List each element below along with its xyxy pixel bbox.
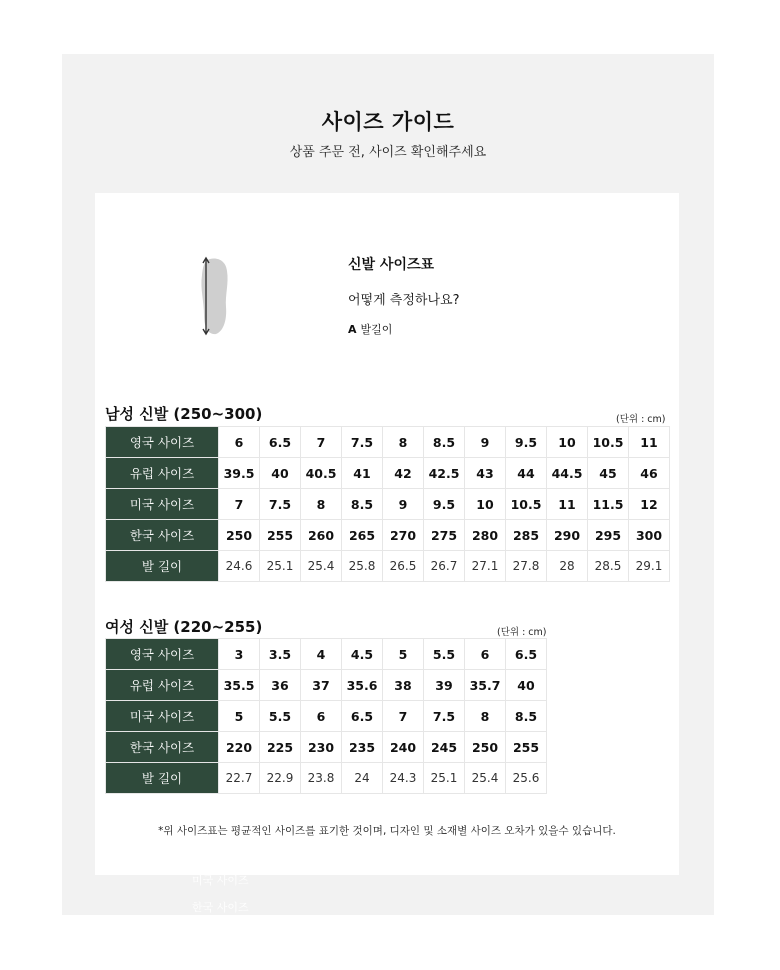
measure-label-letter: A	[348, 323, 357, 336]
men-unit: (단위 : cm)	[616, 414, 666, 425]
table-cell: 22.9	[260, 763, 301, 794]
table-row	[106, 551, 670, 582]
table-cell: 42.5	[424, 458, 465, 489]
row-header: 미국 사이즈	[106, 489, 219, 520]
table-cell: 8	[383, 427, 424, 458]
table-cell: 220	[219, 732, 260, 763]
table-cell: 6	[301, 701, 342, 732]
table-cell: 7.5	[424, 701, 465, 732]
row-header: 유럽 사이즈	[106, 458, 219, 489]
table-cell: 25.6	[506, 763, 547, 794]
table-cell: 22.7	[219, 763, 260, 794]
men-section-title: 남성 신발 (250~300)	[105, 405, 263, 423]
table-cell: 25.8	[342, 551, 383, 582]
table-cell: 12	[629, 489, 670, 520]
table-cell: 7	[301, 427, 342, 458]
table-cell: 46	[629, 458, 670, 489]
table-cell: 35.7	[465, 670, 506, 701]
table-cell: 40	[506, 670, 547, 701]
table-cell: 10.5	[506, 489, 547, 520]
table-cell: 11.5	[588, 489, 629, 520]
size-guide-panel	[62, 54, 714, 915]
table-row	[106, 489, 670, 520]
table-cell: 300	[629, 520, 670, 551]
table-cell: 23.8	[301, 763, 342, 794]
measure-label	[348, 321, 392, 337]
table-cell: 11	[547, 489, 588, 520]
page-title: 사이즈 가이드	[321, 110, 455, 134]
women-section-title: 여성 신발 (220~255)	[105, 618, 263, 636]
table-cell: 28	[547, 551, 588, 582]
table-row	[106, 732, 547, 763]
table-cell: 39	[424, 670, 465, 701]
table-cell: 27.1	[465, 551, 506, 582]
table-cell: 230	[301, 732, 342, 763]
size-chart-card	[95, 193, 679, 875]
table-cell: 39.5	[219, 458, 260, 489]
table-cell: 9	[465, 427, 506, 458]
table-cell: 44	[506, 458, 547, 489]
table-cell: 4.5	[342, 639, 383, 670]
table-cell: 260	[301, 520, 342, 551]
table-cell: 240	[383, 732, 424, 763]
table-row	[106, 670, 547, 701]
table-cell: 25.4	[301, 551, 342, 582]
measure-label-text: 발길이	[360, 323, 393, 336]
table-cell: 245	[424, 732, 465, 763]
table-row	[106, 427, 670, 458]
table-cell: 8.5	[342, 489, 383, 520]
table-cell: 8.5	[506, 701, 547, 732]
table-cell: 255	[506, 732, 547, 763]
table-cell: 4	[301, 639, 342, 670]
table-cell: 225	[260, 732, 301, 763]
table-cell: 25.1	[260, 551, 301, 582]
row-header: 영국 사이즈	[106, 639, 219, 670]
table-cell: 250	[219, 520, 260, 551]
table-cell: 35.6	[342, 670, 383, 701]
table-cell: 9.5	[424, 489, 465, 520]
table-cell: 27.8	[506, 551, 547, 582]
table-cell: 36	[260, 670, 301, 701]
table-cell: 9.5	[506, 427, 547, 458]
row-header: 발 길이	[106, 763, 219, 794]
table-cell: 8.5	[424, 427, 465, 458]
table-cell: 3.5	[260, 639, 301, 670]
table-cell: 7.5	[342, 427, 383, 458]
table-row	[106, 763, 547, 794]
row-header: 발 길이	[106, 551, 219, 582]
table-cell: 26.7	[424, 551, 465, 582]
women-size-table	[105, 638, 547, 794]
table-cell: 6.5	[342, 701, 383, 732]
page-subtitle: 상품 주문 전, 사이즈 확인해주세요	[289, 145, 487, 160]
table-cell: 29.1	[629, 551, 670, 582]
table-cell: 265	[342, 520, 383, 551]
table-cell: 37	[301, 670, 342, 701]
row-header: 한국 사이즈	[106, 732, 219, 763]
table-cell: 24.6	[219, 551, 260, 582]
table-cell: 7	[383, 701, 424, 732]
table-cell: 42	[383, 458, 424, 489]
foot-measure-icon	[196, 255, 236, 337]
table-cell: 44.5	[547, 458, 588, 489]
row-header: 유럽 사이즈	[106, 670, 219, 701]
table-cell: 40	[260, 458, 301, 489]
table-row	[106, 458, 670, 489]
table-row	[106, 520, 670, 551]
table-cell: 25.4	[465, 763, 506, 794]
table-cell: 250	[465, 732, 506, 763]
table-cell: 255	[260, 520, 301, 551]
table-cell: 10	[547, 427, 588, 458]
table-cell: 3	[219, 639, 260, 670]
table-cell: 11	[629, 427, 670, 458]
table-cell: 25.1	[424, 763, 465, 794]
table-cell: 6	[465, 639, 506, 670]
table-cell: 9	[383, 489, 424, 520]
table-cell: 285	[506, 520, 547, 551]
table-cell: 45	[588, 458, 629, 489]
table-cell: 275	[424, 520, 465, 551]
table-row	[106, 701, 547, 732]
table-cell: 35.5	[219, 670, 260, 701]
table-cell: 10	[465, 489, 506, 520]
row-header: 한국 사이즈	[106, 520, 219, 551]
table-cell: 5.5	[424, 639, 465, 670]
table-cell: 8	[465, 701, 506, 732]
table-cell: 5	[383, 639, 424, 670]
table-cell: 6.5	[260, 427, 301, 458]
table-cell: 26.5	[383, 551, 424, 582]
table-cell: 43	[465, 458, 506, 489]
table-cell: 24.3	[383, 763, 424, 794]
table-row	[106, 639, 547, 670]
table-cell: 40.5	[301, 458, 342, 489]
table-cell: 235	[342, 732, 383, 763]
faded-label: 미국 사이즈	[192, 874, 249, 887]
men-size-table	[105, 426, 670, 582]
table-cell: 28.5	[588, 551, 629, 582]
table-cell: 290	[547, 520, 588, 551]
table-cell: 6	[219, 427, 260, 458]
row-header: 미국 사이즈	[106, 701, 219, 732]
table-cell: 7	[219, 489, 260, 520]
table-cell: 8	[301, 489, 342, 520]
table-cell: 41	[342, 458, 383, 489]
measure-title: 신발 사이즈표	[348, 257, 435, 273]
table-cell: 270	[383, 520, 424, 551]
measure-question: 어떻게 측정하나요?	[348, 293, 460, 308]
table-cell: 280	[465, 520, 506, 551]
table-cell: 6.5	[506, 639, 547, 670]
table-cell: 5.5	[260, 701, 301, 732]
faded-label: 한국 사이즈	[192, 901, 249, 914]
table-cell: 295	[588, 520, 629, 551]
table-cell: 24	[342, 763, 383, 794]
table-cell: 38	[383, 670, 424, 701]
women-unit: (단위 : cm)	[497, 627, 547, 638]
table-cell: 5	[219, 701, 260, 732]
row-header: 영국 사이즈	[106, 427, 219, 458]
size-note: *위 사이즈표는 평균적인 사이즈를 표기한 것이며, 디자인 및 소재별 사이즈 오차가 있을수 있습니다.	[158, 825, 616, 837]
table-cell: 7.5	[260, 489, 301, 520]
table-cell: 10.5	[588, 427, 629, 458]
